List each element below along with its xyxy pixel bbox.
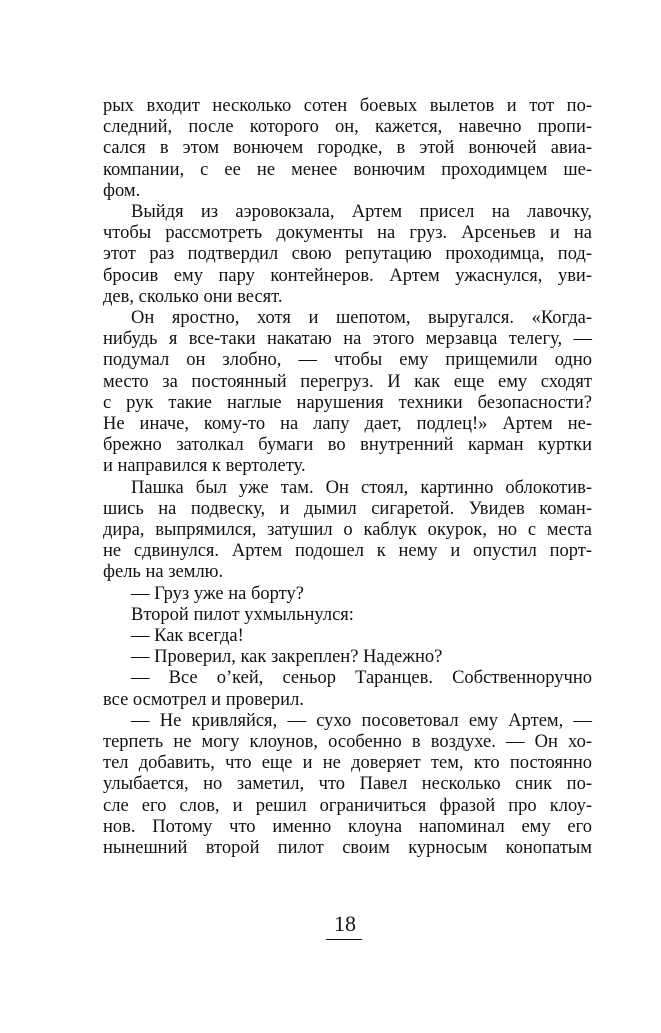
text-line: терпеть не могу клоунов, особенно в воздухе. — Он хо- bbox=[103, 732, 592, 752]
text-line: Не иначе, кому-то на лапу дает, подлец!» Артем не- bbox=[103, 414, 592, 434]
text-line: брежно затолкал бумаги во внутренний карман куртки bbox=[103, 435, 592, 456]
text-line: все осмотрел и проверил. bbox=[103, 689, 304, 710]
text-line: этот раз подтвердил свою репутацию проходимца, под- bbox=[103, 244, 592, 265]
text-line: улыбается, но заметил, что Павел несколько сник по- bbox=[103, 774, 592, 795]
text-line: не сдвинулся. Артем подошел к нему и опустил порт- bbox=[103, 541, 592, 562]
text-line: рых входит несколько сотен боевых вылетов и тот по- bbox=[103, 96, 592, 116]
text-line: нибудь я все-таки накатаю на этого мерзавца телегу, — bbox=[103, 329, 592, 350]
text-line: сле его слов, и решил ограничиться фразой про клоу- bbox=[103, 795, 592, 816]
text-line: чтобы рассмотреть документы на груз. Арсеньев и на bbox=[103, 223, 592, 244]
page-number: 18 bbox=[334, 911, 356, 936]
dialogue-line: — Не кривляйся, — сухо посоветовал ему Артем, — bbox=[131, 710, 592, 731]
text-line: фель на землю. bbox=[103, 562, 224, 583]
dialogue-line: — Все о’кей, сеньор Таранцев. Собственноручно bbox=[131, 668, 592, 689]
text-line: дира, выпрямился, затушил о каблук окурок, но с места bbox=[103, 520, 592, 540]
paragraph-first-line: Он яростно, хотя и шепотом, выругался. «Когда- bbox=[131, 308, 592, 328]
dialogue-line: — Проверил, как закреплен? Надежно? bbox=[131, 647, 443, 668]
paragraph-first-line: Выйдя из аэровокзала, Артем присел на лавочку, bbox=[131, 202, 592, 222]
text-line: компании, с ее не менее вонючим проходимцем ше- bbox=[103, 159, 592, 180]
dialogue-line: Второй пилот ухмыльнулся: bbox=[131, 604, 354, 625]
text-line: с рук такие наглые нарушения техники безопасности? bbox=[103, 392, 592, 413]
text-line: бросив ему пару контейнеров. Артем ужаснулся, уви- bbox=[103, 265, 592, 286]
dialogue-line: — Груз уже на борту? bbox=[131, 583, 304, 604]
text-line: нынешний второй пилот своим курносым конопатым bbox=[103, 838, 592, 858]
text-line: место за постоянный перегруз. И как еще ему сходят bbox=[103, 371, 592, 392]
text-line: и направился к вертолету. bbox=[103, 456, 306, 477]
text-line: подумал он злобно, — чтобы ему прищемили одно bbox=[103, 350, 592, 371]
text-line: тел добавить, что еще и не доверяет тем, кто постоянно bbox=[103, 753, 592, 774]
text-line: следний, после которого он, кажется, навечно пропи- bbox=[103, 117, 592, 138]
paragraph-first-line: Пашка был уже там. Он стоял, картинно облокотив- bbox=[131, 477, 592, 498]
dialogue-line: — Как всегда! bbox=[131, 626, 244, 646]
text-line: нов. Потому что именно клоуна напоминал ему его bbox=[103, 816, 592, 837]
text-line: шись на подвеску, и дымил сигаретой. Увидев коман- bbox=[103, 498, 592, 519]
text-line: дев, сколько они весят. bbox=[103, 286, 283, 307]
text-line: фом. bbox=[103, 180, 141, 201]
text-line: сался в этом вонючем городке, в этой вонючей авиа- bbox=[103, 138, 592, 159]
page-number-underline bbox=[326, 939, 362, 940]
